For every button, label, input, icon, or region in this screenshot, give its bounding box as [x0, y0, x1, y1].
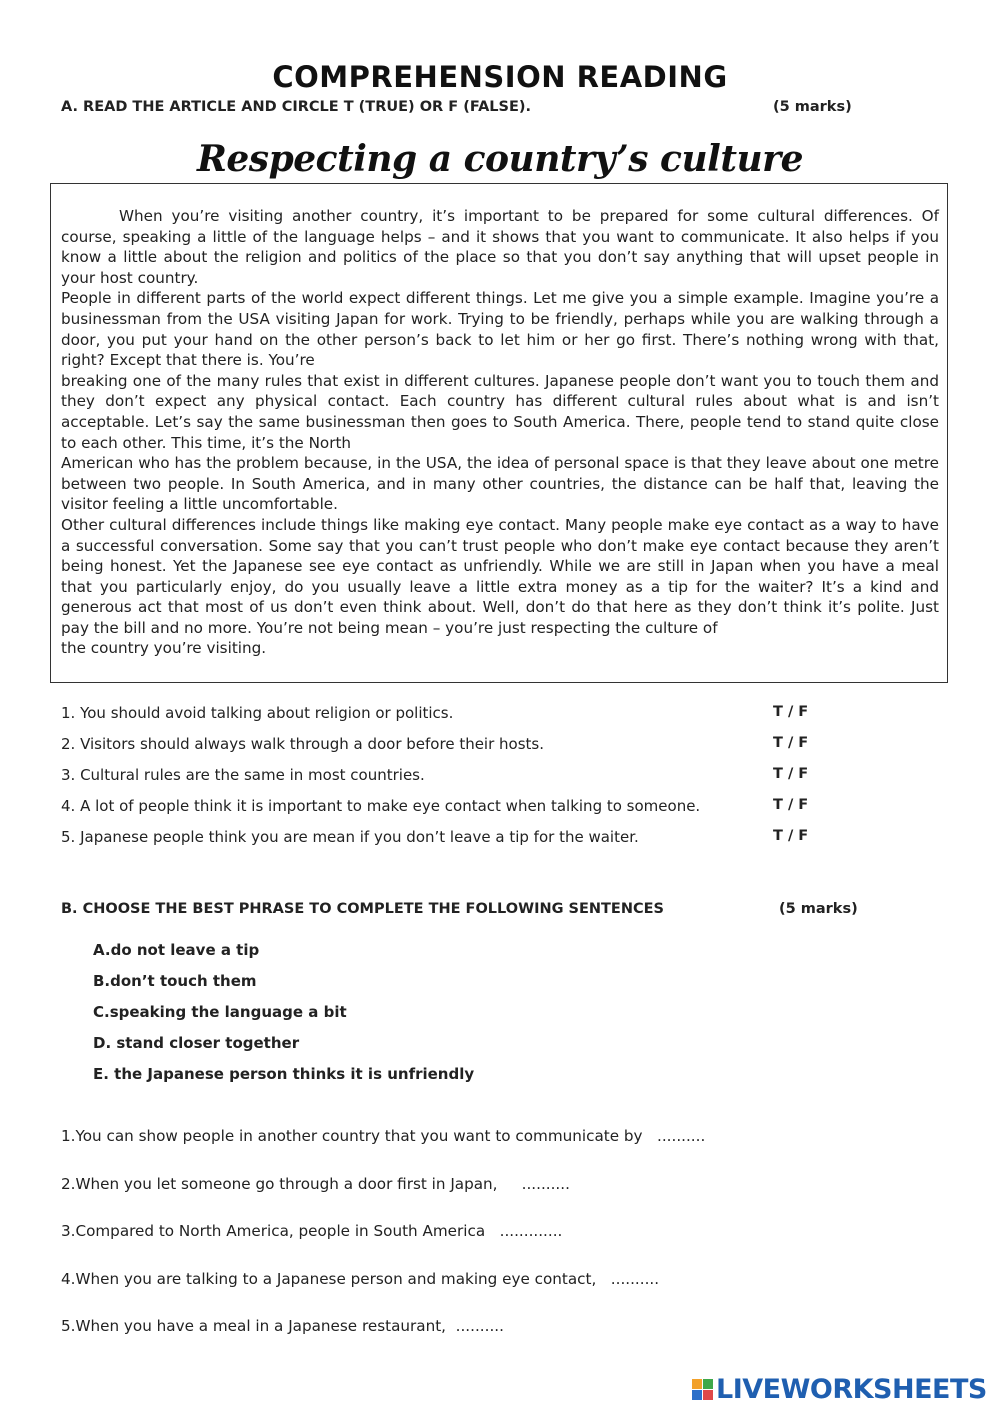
- true-false-question: 3. Cultural rules are the same in most countries.: [61, 766, 425, 784]
- true-false-item: [61, 766, 921, 797]
- true-false-choice[interactable]: T / F: [773, 735, 809, 751]
- article-paragraph: Other cultural differences include things like making eye contact. Many people make eye contact as a way to have a successful conversation. Some say that you can’t trust people who don’t make eye contact because they aren’t being honest. Yet the Japanese see eye contact as unfriendly. While we are still in Japan when you have a meal that you particularly enjoy, do you usually leave a little extra money as a tip for the waiter? It’s a kind and generous act that most of us don’t even think about. Well, don’t do that here as they don’t think it’s polite. Just pay the bill and no more. You’re not being mean – you’re just respecting the culture of: [61, 515, 939, 637]
- phrase-option: C.speaking the language a bit: [93, 1003, 347, 1021]
- true-false-choice[interactable]: T / F: [773, 828, 809, 844]
- phrase-options: [93, 941, 474, 1096]
- phrase-option: D. stand closer together: [93, 1034, 300, 1052]
- section-a-marks: (5 marks): [773, 99, 852, 115]
- true-false-choice[interactable]: T / F: [773, 704, 809, 720]
- phrase-option: B.don’t touch them: [93, 972, 257, 990]
- article-paragraph: American who has the problem because, in the USA, the idea of personal space is that they leave about one metre between two people. In South America, and in many other countries, the distance can be half that, leaving the visitor feeling a little uncomfortable.: [61, 454, 939, 514]
- logo-block: [703, 1379, 713, 1389]
- true-false-item: [61, 797, 921, 828]
- true-false-question: 4. A lot of people think it is important to make eye contact when talking to someone.: [61, 797, 701, 815]
- logo-block: [703, 1390, 713, 1400]
- true-false-choice[interactable]: T / F: [773, 766, 809, 782]
- article-title: Respecting a country’s culture: [196, 138, 804, 180]
- completion-sentence[interactable]: 1.You can show people in another country that you want to communicate by ..........: [61, 1127, 706, 1145]
- logo-blocks-icon: [692, 1379, 713, 1400]
- completion-sentence[interactable]: 3.Compared to North America, people in South America .............: [61, 1222, 563, 1240]
- phrase-option: E. the Japanese person thinks it is unfriendly: [93, 1065, 475, 1083]
- true-false-item: [61, 704, 921, 735]
- section-b-instruction: B. CHOOSE THE BEST PHRASE TO COMPLETE THE FOLLOWING SENTENCES: [61, 901, 664, 917]
- article-paragraph: When you’re visiting another country, it’s important to be prepared for some cultural differences. Of course, speaking a little of the language helps – and it shows that you want to communicate. It also helps if you know a little about the religion and politics of the place so that you don’t say anything that will upset people in your host country.: [61, 207, 939, 287]
- page-title: COMPREHENSION READING: [272, 60, 728, 94]
- completion-sentence[interactable]: 5.When you have a meal in a Japanese restaurant, ..........: [61, 1317, 504, 1335]
- completion-sentence[interactable]: 4.When you are talking to a Japanese person and making eye contact, ..........: [61, 1269, 660, 1288]
- article-paragraph: breaking one of the many rules that exist in different cultures. Japanese people don’t want you to touch them and they don’t expect any physical contact. Each country has different cultural rules about what is and isn’t acceptable. Let’s say the same businessman then goes to South America. There, people tend to stand quite close to each other. This time, it’s the North: [61, 371, 939, 452]
- true-false-choice[interactable]: T / F: [773, 797, 809, 813]
- logo-text: LIVEWORKSHEETS: [716, 1374, 987, 1405]
- true-false-question: 5. Japanese people think you are mean if you don’t leave a tip for the waiter.: [61, 828, 639, 846]
- liveworksheets-logo: [692, 1374, 987, 1405]
- section-a-instruction: A. READ THE ARTICLE AND CIRCLE T (TRUE) OR F (FALSE).: [61, 99, 532, 115]
- true-false-question: 2. Visitors should always walk through a door before their hosts.: [61, 735, 544, 753]
- true-false-item: [61, 828, 921, 859]
- article-paragraph: the country you’re visiting.: [61, 639, 267, 658]
- section-b-marks: (5 marks): [779, 901, 858, 917]
- true-false-question: 1. You should avoid talking about religion or politics.: [61, 704, 454, 722]
- true-false-item: [61, 735, 921, 766]
- article-box: [50, 183, 948, 683]
- completion-sentence[interactable]: 2.When you let someone go through a door first in Japan, ..........: [61, 1174, 570, 1193]
- true-false-list: [61, 704, 921, 859]
- logo-block: [692, 1379, 702, 1389]
- phrase-option: A.do not leave a tip: [93, 941, 260, 959]
- article-paragraph: People in different parts of the world expect different things. Let me give you a simple example. Imagine you’re a businessman from the USA visiting Japan for work. Trying to be friendly, perhaps while you are walking through a door, you put your hand on the other person’s back to let him or her go first. There’s nothing wrong with that, right? Except that there is. You’re: [61, 289, 939, 370]
- completion-sentences: [61, 1127, 705, 1365]
- logo-block: [692, 1390, 702, 1400]
